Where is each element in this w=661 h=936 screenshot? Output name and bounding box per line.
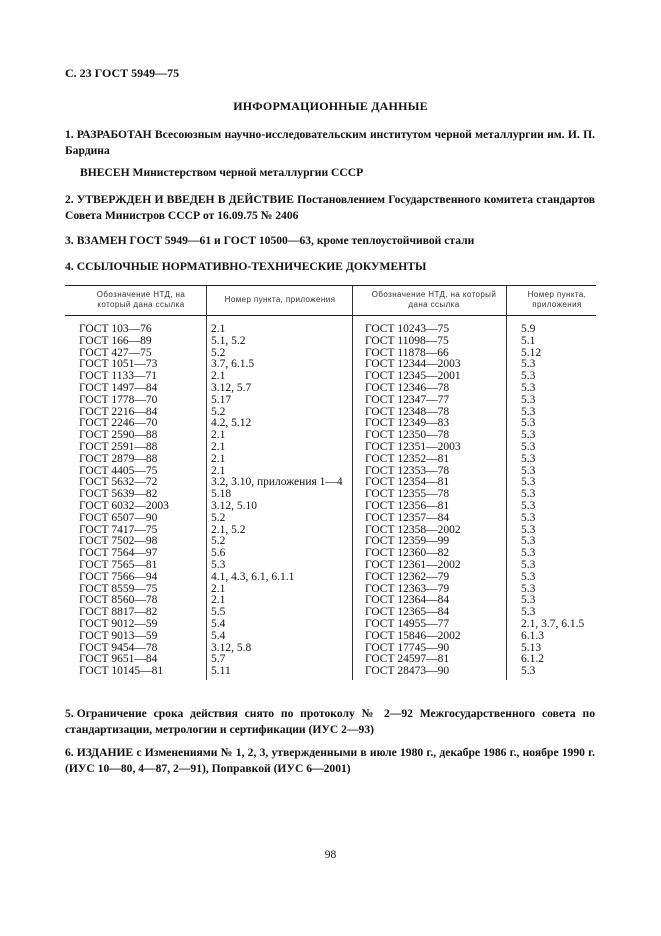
item-text: ССЫЛОЧНЫЕ НОРМАТИВНО-ТЕХНИЧЕСКИЕ ДОКУМЕНТЫ bbox=[76, 260, 427, 273]
item-right-cell: 5.3 bbox=[507, 395, 597, 407]
doc-right-cell: ГОСТ 12354—81 bbox=[353, 477, 507, 489]
item-right-cell: 5.3 bbox=[507, 477, 597, 489]
item-right-cell: 5.3 bbox=[507, 607, 597, 619]
doc-left-cell: ГОСТ 5632—72 bbox=[79, 476, 158, 489]
doc-right-cell: ГОСТ 12364—84 bbox=[353, 595, 507, 607]
doc-right-cell: ГОСТ 12357—84 bbox=[353, 513, 507, 525]
item-2-approved bbox=[65, 192, 595, 224]
item-left-cell: 3.7, 6.1.5 bbox=[207, 359, 353, 371]
item-left-cell: 2.1 bbox=[207, 584, 353, 596]
item-text: ВЗАМЕН ГОСТ 5949—61 и ГОСТ 10500—63, кроме теплоустойчивой стали bbox=[76, 234, 475, 247]
item-left-cell: 5.1, 5.2 bbox=[207, 336, 353, 348]
doc-right-cell: ГОСТ 12363—79 bbox=[353, 584, 507, 596]
doc-right-cell: ГОСТ 12365—84 bbox=[353, 607, 507, 619]
doc-left-cell: ГОСТ 9012—59 bbox=[79, 617, 158, 630]
header-doc-left: Обозначение НТД, на который дана ссылка bbox=[65, 286, 207, 316]
item-text: РАЗРАБОТАН Всесоюзным научно-исследовательским институтом черной металлургии им. И. П. Бардина bbox=[65, 128, 595, 157]
item-right-cell: 5.3 bbox=[507, 489, 597, 501]
doc-left-cell: ГОСТ 2246—70 bbox=[79, 417, 158, 430]
item-4-references bbox=[65, 259, 595, 275]
item-left-cell: 5.2 bbox=[207, 407, 353, 419]
item-right-cell: 5.9 bbox=[507, 324, 597, 336]
item-right-cell: 5.3 bbox=[507, 454, 597, 466]
doc-right-cell: ГОСТ 12350—78 bbox=[353, 430, 507, 442]
table-row bbox=[65, 619, 596, 631]
doc-left-cell: ГОСТ 2216—84 bbox=[79, 405, 158, 418]
item-left-cell: 3.12, 5.10 bbox=[207, 501, 353, 513]
table-row bbox=[65, 513, 596, 525]
item-number: 5. bbox=[65, 707, 74, 720]
item-number: 4. bbox=[65, 260, 74, 273]
item-right-cell: 5.3 bbox=[507, 407, 597, 419]
item-left-cell: 3.12, 5.7 bbox=[207, 383, 353, 395]
doc-right-cell: ГОСТ 12346—78 bbox=[353, 383, 507, 395]
item-right-cell: 5.3 bbox=[507, 525, 597, 537]
item-left-cell: 2.1 bbox=[207, 466, 353, 478]
doc-left-cell: ГОСТ 2879—88 bbox=[79, 452, 158, 465]
doc-right-cell: ГОСТ 12361—2002 bbox=[353, 560, 507, 572]
doc-right-cell: ГОСТ 10243—75 bbox=[353, 324, 507, 336]
doc-left-cell: ГОСТ 6507—90 bbox=[79, 511, 158, 524]
document-title: ИНФОРМАЦИОННЫЕ ДАННЫЕ bbox=[233, 99, 428, 113]
item-right-cell: 5.13 bbox=[507, 643, 597, 655]
item-right-cell: 5.3 bbox=[507, 359, 597, 371]
item-number: 6. bbox=[65, 746, 74, 759]
item-right-cell: 5.3 bbox=[507, 442, 597, 454]
doc-left-cell: ГОСТ 7566—94 bbox=[79, 570, 158, 583]
item-left-cell: 5.7 bbox=[207, 654, 353, 666]
doc-right-cell: ГОСТ 12359—99 bbox=[353, 536, 507, 548]
doc-left-cell: ГОСТ 7564—97 bbox=[79, 547, 158, 560]
item-left-cell: 2.1 bbox=[207, 442, 353, 454]
item-left-cell: 5.2 bbox=[207, 348, 353, 360]
table-row bbox=[65, 631, 596, 643]
doc-left-cell: ГОСТ 166—89 bbox=[79, 334, 152, 347]
doc-left-cell: ГОСТ 7417—75 bbox=[79, 523, 158, 536]
doc-right-cell: ГОСТ 12344—2003 bbox=[353, 359, 507, 371]
item-right-cell: 5.3 bbox=[507, 595, 597, 607]
item-left-cell: 5.6 bbox=[207, 548, 353, 560]
doc-right-cell: ГОСТ 12348—78 bbox=[353, 407, 507, 419]
item-left-cell: 2.1 bbox=[207, 430, 353, 442]
doc-right-cell: ГОСТ 12345—2001 bbox=[353, 371, 507, 383]
item-left-cell: 2.1, 5.2 bbox=[207, 525, 353, 537]
table-row bbox=[65, 560, 596, 572]
item-right-cell: 5.3 bbox=[507, 666, 597, 680]
doc-left-cell: ГОСТ 427—75 bbox=[79, 346, 152, 359]
item-left-cell: 3.2, 3.10, приложения 1—4 bbox=[207, 477, 353, 489]
item-left-cell: 4.2, 5.12 bbox=[207, 418, 353, 430]
doc-left-cell: ГОСТ 1497—84 bbox=[79, 381, 158, 394]
doc-left-cell: ГОСТ 10145—81 bbox=[79, 665, 164, 678]
item-right-cell: 2.1, 3.7, 6.1.5 bbox=[507, 619, 597, 631]
item-1-introduced: ВНЕСЕН Министерством черной металлургии СССР bbox=[80, 166, 364, 179]
doc-right-cell: ГОСТ 12352—81 bbox=[353, 454, 507, 466]
item-left-cell: 5.18 bbox=[207, 489, 353, 501]
doc-left-cell: ГОСТ 1778—70 bbox=[79, 393, 158, 406]
item-right-cell: 6.1.3 bbox=[507, 631, 597, 643]
doc-right-cell: ГОСТ 12360—82 bbox=[353, 548, 507, 560]
doc-left-cell: ГОСТ 9454—78 bbox=[79, 641, 158, 654]
doc-right-cell: ГОСТ 12355—78 bbox=[353, 489, 507, 501]
table-row bbox=[65, 383, 596, 395]
table-row bbox=[65, 395, 596, 407]
item-right-cell: 5.3 bbox=[507, 501, 597, 513]
doc-right-cell: ГОСТ 11098—75 bbox=[353, 336, 507, 348]
item-left-cell: 2.1 bbox=[207, 454, 353, 466]
doc-right-cell: ГОСТ 12358—2002 bbox=[353, 525, 507, 537]
item-right-cell: 5.3 bbox=[507, 383, 597, 395]
doc-right-cell: ГОСТ 24597—81 bbox=[353, 654, 507, 666]
item-left-cell: 5.2 bbox=[207, 536, 353, 548]
item-right-cell: 6.1.2 bbox=[507, 654, 597, 666]
doc-left-cell: ГОСТ 1133—71 bbox=[79, 370, 157, 383]
item-right-cell: 5.12 bbox=[507, 348, 597, 360]
item-left-cell: 4.1, 4.3, 6.1, 6.1.1 bbox=[207, 572, 353, 584]
doc-right-cell: ГОСТ 12347—77 bbox=[353, 395, 507, 407]
item-right-cell: 5.3 bbox=[507, 430, 597, 442]
item-left-cell: 2.1 bbox=[207, 595, 353, 607]
doc-right-cell: ГОСТ 14955—77 bbox=[353, 619, 507, 631]
doc-left-cell: ГОСТ 7565—81 bbox=[79, 558, 158, 571]
doc-left-cell: ГОСТ 103—76 bbox=[79, 323, 152, 335]
item-right-cell: 5.3 bbox=[507, 418, 597, 430]
item-number: 3. bbox=[65, 234, 74, 247]
header-item-right: Номер пункта, приложения bbox=[507, 286, 597, 316]
header-item-left: Номер пункта, приложения bbox=[207, 286, 353, 316]
item-number: 2. bbox=[65, 193, 74, 206]
doc-left-cell: ГОСТ 7502—98 bbox=[79, 535, 158, 548]
doc-right-cell: ГОСТ 12356—81 bbox=[353, 501, 507, 513]
item-left-cell: 5.2 bbox=[207, 513, 353, 525]
item-left-cell: 5.3 bbox=[207, 560, 353, 572]
header-doc-right: Обозначение НТД, на который дана ссылка bbox=[353, 286, 507, 316]
doc-right-cell: ГОСТ 15846—2002 bbox=[353, 631, 507, 643]
item-6-edition bbox=[65, 745, 595, 777]
item-1-developed bbox=[65, 127, 595, 159]
page-number: 98 bbox=[324, 849, 337, 861]
doc-right-cell: ГОСТ 12362—79 bbox=[353, 572, 507, 584]
table-row bbox=[65, 454, 596, 466]
table-row bbox=[65, 442, 596, 454]
doc-right-cell: ГОСТ 12351—2003 bbox=[353, 442, 507, 454]
item-right-cell: 5.3 bbox=[507, 513, 597, 525]
item-left-cell: 2.1 bbox=[207, 324, 353, 336]
page-header: С. 23 ГОСТ 5949—75 bbox=[65, 66, 180, 80]
item-5-validity bbox=[65, 706, 595, 738]
item-right-cell: 5.3 bbox=[507, 560, 597, 572]
item-text: Ограничение срока действия снято по протоколу № 2—92 Межгосударственного совета по стандартизации, метрологии и сертификации (ИУС 2—93) bbox=[65, 707, 595, 736]
item-left-cell: 2.1 bbox=[207, 371, 353, 383]
item-left-cell: 5.17 bbox=[207, 395, 353, 407]
item-number: 1. bbox=[65, 128, 74, 141]
doc-left-cell: ГОСТ 9651—84 bbox=[79, 653, 158, 666]
doc-left-cell: ГОСТ 1051—73 bbox=[79, 358, 158, 371]
item-right-cell: 5.3 bbox=[507, 466, 597, 478]
item-text: ИЗДАНИЕ с Изменениями № 1, 2, 3, утвержденными в июле 1980 г., декабре 1986 г., ноябре 1990 г. (ИУС 10—80, 4—87, 2—91), Поправкой (ИУС 6—2001) bbox=[65, 746, 595, 775]
doc-left-cell: ГОСТ 2590—88 bbox=[79, 429, 158, 442]
item-right-cell: 5.3 bbox=[507, 584, 597, 596]
doc-left-cell: ГОСТ 8560—78 bbox=[79, 594, 158, 607]
item-text: УТВЕРЖДЕН И ВВЕДЕН В ДЕЙСТВИЕ Постановлением Государственного комитета стандартов Совета Министров СССР от 16.09.75 № 2406 bbox=[65, 193, 595, 222]
doc-left-cell: ГОСТ 9013—59 bbox=[79, 629, 158, 642]
doc-right-cell: ГОСТ 12349—83 bbox=[353, 418, 507, 430]
item-left-cell: 5.4 bbox=[207, 619, 353, 631]
doc-right-cell: ГОСТ 17745—90 bbox=[353, 643, 507, 655]
doc-right-cell: ГОСТ 11878—66 bbox=[353, 348, 507, 360]
doc-right-cell: ГОСТ 28473—90 bbox=[353, 666, 507, 680]
item-right-cell: 5.3 bbox=[507, 536, 597, 548]
item-left-cell: 3.12, 5.8 bbox=[207, 643, 353, 655]
table-body bbox=[65, 316, 596, 680]
item-right-cell: 5.3 bbox=[507, 371, 597, 383]
doc-left-cell: ГОСТ 8559—75 bbox=[79, 582, 158, 595]
item-right-cell: 5.3 bbox=[507, 548, 597, 560]
doc-left-cell: ГОСТ 6032—2003 bbox=[79, 499, 169, 512]
table-header-row bbox=[65, 286, 596, 316]
item-left-cell: 5.11 bbox=[207, 666, 353, 680]
table-row bbox=[65, 666, 596, 680]
table-row bbox=[65, 501, 596, 513]
reference-table bbox=[65, 285, 596, 680]
doc-left-cell: ГОСТ 8817—82 bbox=[79, 606, 158, 619]
doc-right-cell: ГОСТ 12353—78 bbox=[353, 466, 507, 478]
doc-left-cell: ГОСТ 4405—75 bbox=[79, 464, 158, 477]
item-left-cell: 5.5 bbox=[207, 607, 353, 619]
table-row bbox=[65, 572, 596, 584]
doc-left-cell: ГОСТ 5639—82 bbox=[79, 488, 158, 501]
item-right-cell: 5.3 bbox=[507, 572, 597, 584]
item-left-cell: 5.4 bbox=[207, 631, 353, 643]
item-right-cell: 5.1 bbox=[507, 336, 597, 348]
item-3-replaces bbox=[65, 233, 595, 249]
table-row bbox=[65, 336, 596, 348]
doc-left-cell: ГОСТ 2591—88 bbox=[79, 440, 158, 453]
